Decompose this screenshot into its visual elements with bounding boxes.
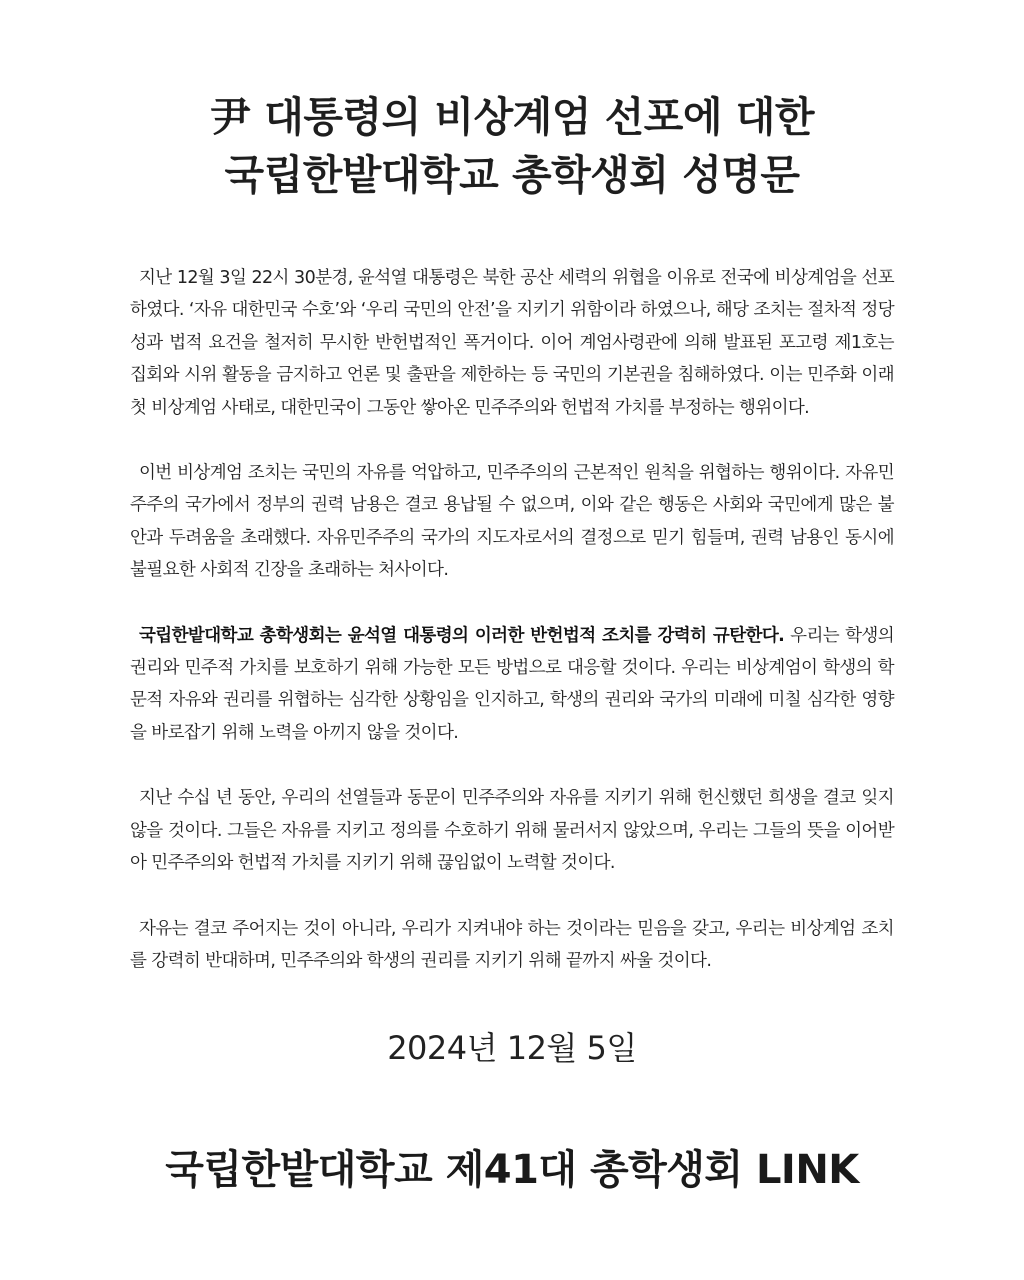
paragraph-3-text: 우리는 학생의 권리와 민주적 가치를 보호하기 위해 가능한 모든 방법으로 대응할 것이다. 우리는 비상계엄이 학생의 학문적 자유와 권리를 위협하는 심각한 상황임을 인지하고, 학생의 권리와 국가의 미래에 미칠 심각한 영향을 바로잡기 위해 노력을 아끼지 않을 것이다.: [130, 625, 894, 743]
statement-title: [0, 88, 1024, 204]
paragraph-4-text: 지난 수십 년 동안, 우리의 선열들과 동문이 민주주의와 자유를 지키기 위해 헌신했던 희생을 결코 잊지 않을 것이다. 그들은 자유를 지키고 정의를 수호하기 위해 물러서지 않았으며, 우리는 그들의 뜻을 이어받아 민주주의와 헌법적 가치를 지키기 위해 끊임없이 노력할 것이다.: [130, 788, 894, 874]
paragraph-1: [130, 262, 894, 424]
paragraph-5: [130, 913, 894, 978]
title-line-2: 국립한밭대학교 총학생회 성명문: [224, 151, 800, 199]
title-line-1: 尹 대통령의 비상계엄 선포에 대한: [210, 93, 814, 141]
statement-body: [130, 262, 894, 1010]
paragraph-2: [130, 457, 894, 587]
paragraph-4: [130, 782, 894, 879]
statement-date: 2024년 12월 5일: [387, 1029, 637, 1067]
paragraph-3-bold-statement: 국립한밭대학교 총학생회는 윤석열 대통령의 이러한 반헌법적 조치를 강력히 규탄한다.: [139, 625, 785, 646]
paragraph-2-text: 이번 비상계엄 조치는 국민의 자유를 억압하고, 민주주의의 근본적인 원칙을 위협하는 행위이다. 자유민주주의 국가에서 정부의 권력 남용은 결코 용납될 수 없으며, 이와 같은 행동은 사회와 국민에게 많은 불안과 두려움을 초래했다. 자유민주주의 국가의 지도자로서의 결정으로 믿기 힘들며, 권력 남용인 동시에 불필요한 사회적 긴장을 초래하는 처사이다.: [130, 463, 894, 581]
paragraph-3: [130, 620, 894, 750]
paragraph-5-text: 자유는 결코 주어지는 것이 아니라, 우리가 지켜내야 하는 것이라는 믿음을 갖고, 우리는 비상계엄 조치를 강력히 반대하며, 민주주의와 학생의 권리를 지키기 위해 끝까지 싸울 것이다.: [130, 918, 894, 971]
paragraph-1-text: 지난 12월 3일 22시 30분경, 윤석열 대통령은 북한 공산 세력의 위협을 이유로 전국에 비상계엄을 선포하였다. ‘자유 대한민국 수호’와 ‘우리 국민의 안전’을 지키기 위함이라 하였으나, 해당 조치는 절차적 정당성과 법적 요건을 철저히 무시한 반헌법적인 폭거이다. 이어 계엄사령관에 의해 발표된 포고령 제1호는 집회와 시위 활동을 금지하고 언론 및 출판을 제한하는 등 국민의 기본권을 침해하였다. 이는 민주화 이래 첫 비상계엄 사태로, 대한민국이 그동안 쌓아온 민주주의와 헌법적 가치를 부정하는 행위이다.: [130, 268, 894, 418]
organization-signature: 국립한밭대학교 제41대 총학생회 LINK: [165, 1147, 859, 1193]
